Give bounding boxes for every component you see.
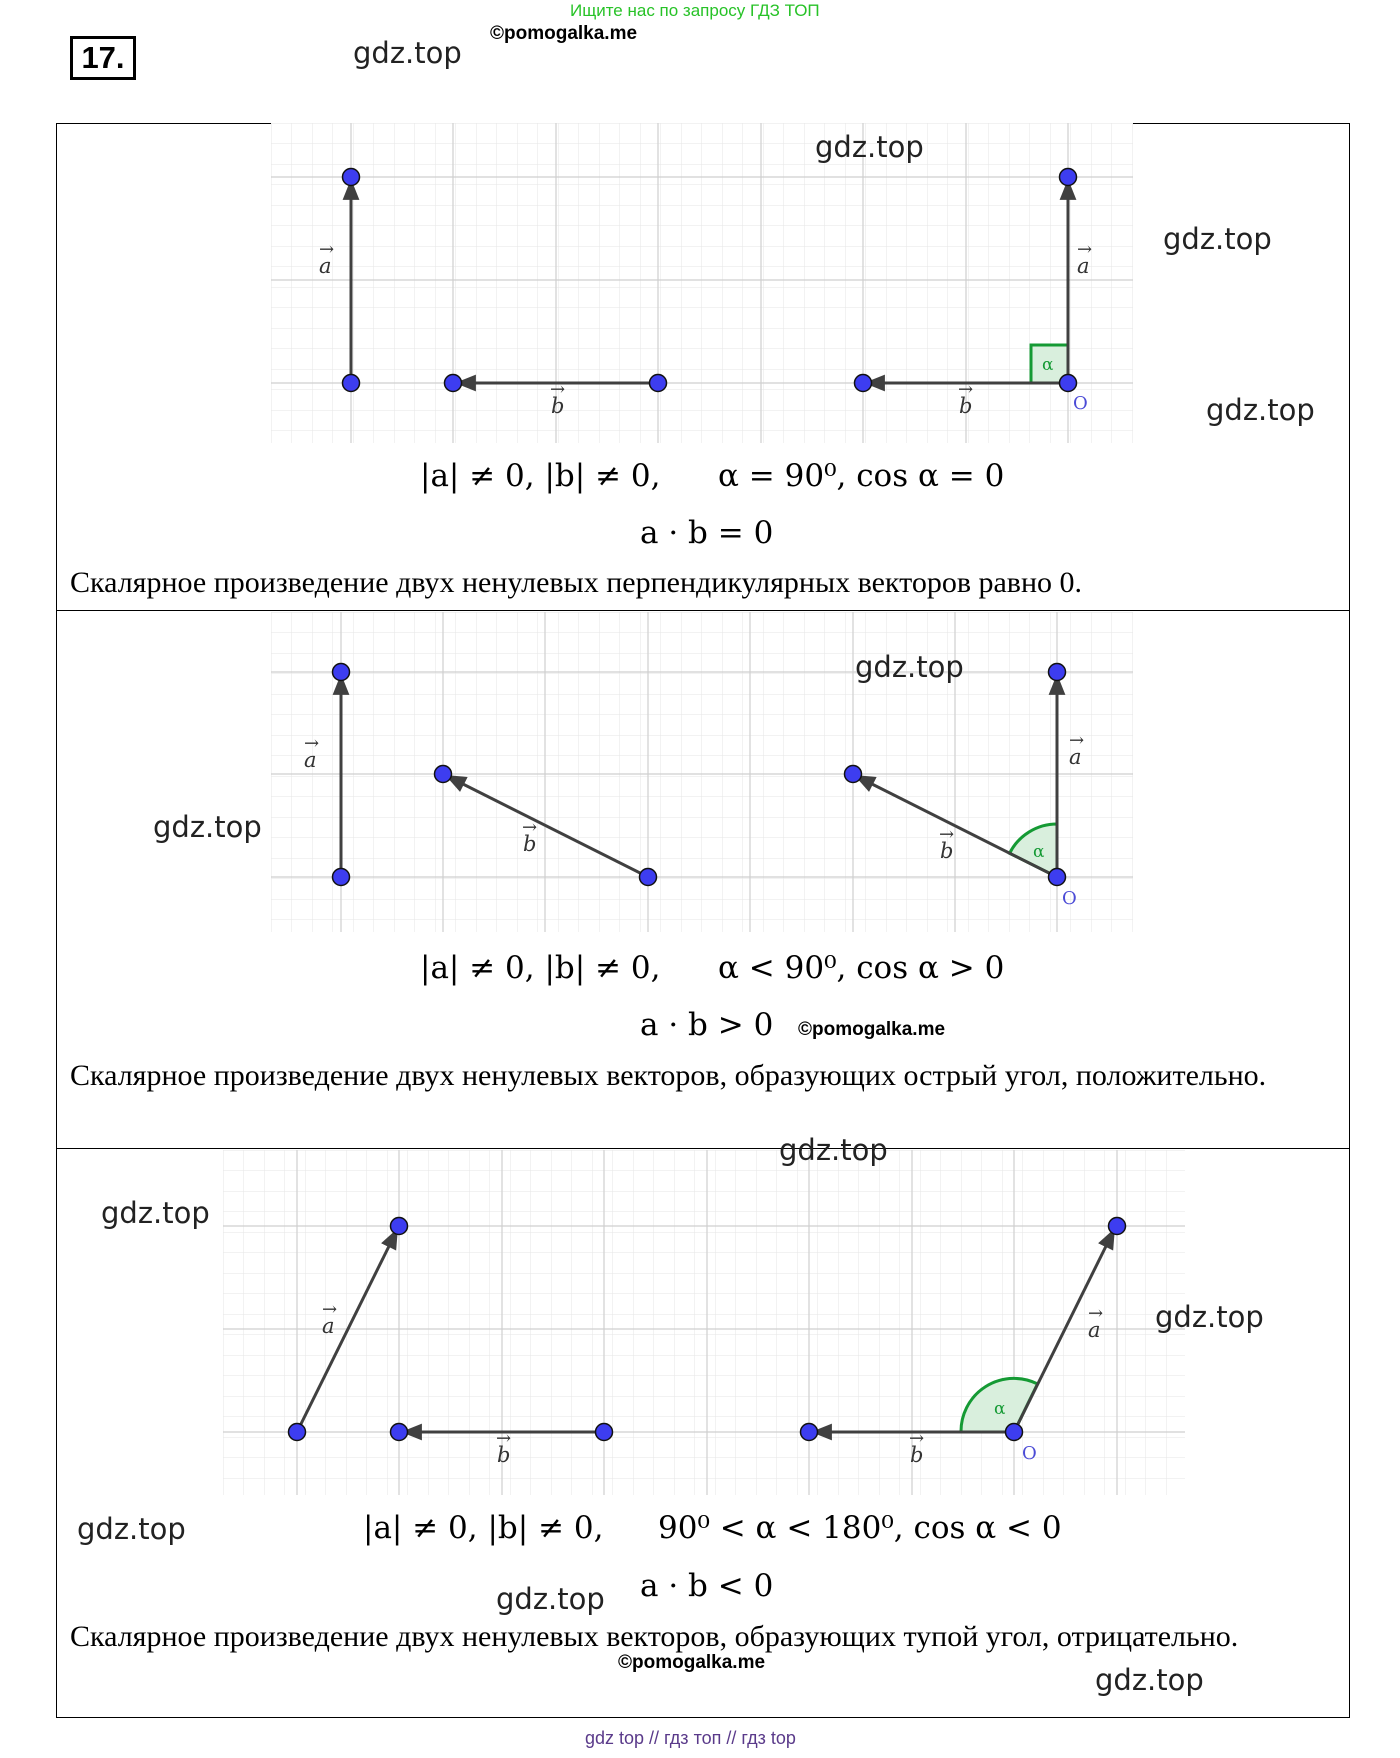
figure-acute [271, 612, 1133, 932]
section-text: Скалярное произведение двух ненулевых векторов, образующих тупой угол, отрицательно. [70, 1620, 1239, 1653]
search-hint[interactable]: Ищите нас по запросу ГДЗ ТОП [570, 1, 820, 20]
dot-product-result: a · b = 0 [640, 515, 774, 551]
watermark: gdz.top [855, 650, 964, 684]
svg-text:→: → [522, 817, 538, 838]
footer-links[interactable]: gdz top // гдз топ // гдз top [585, 1728, 796, 1748]
svg-text:→: → [909, 1428, 925, 1449]
watermark: gdz.top [815, 130, 924, 164]
copyright-bottom: ©pomogalka.me [618, 1652, 766, 1673]
alpha-label: α [1042, 355, 1054, 375]
watermark: gdz.top [101, 1196, 210, 1230]
label-b: b [551, 394, 565, 418]
alpha-label: α [1033, 842, 1045, 862]
task-number: 17. [70, 36, 136, 80]
point [343, 169, 360, 186]
copyright-mid: ©pomogalka.me [798, 1019, 946, 1040]
svg-text:→: → [319, 239, 335, 260]
point [1006, 1424, 1023, 1441]
point [343, 375, 360, 392]
origin-label: O [1022, 1443, 1037, 1464]
section-text: Скалярное произведение двух ненулевых векторов, образующих острый угол, положительно. [70, 1059, 1267, 1092]
figure-obtuse [223, 1150, 1185, 1495]
watermark: gdz.top [1155, 1300, 1264, 1334]
point [1060, 375, 1077, 392]
origin-label: O [1062, 888, 1077, 909]
dot-product-result: a · b < 0 [640, 1568, 774, 1604]
point [596, 1424, 613, 1441]
watermark: gdz.top [353, 36, 462, 70]
point [801, 1424, 818, 1441]
section-divider-1 [56, 610, 1350, 611]
label-b: b [940, 839, 954, 863]
origin-label: O [1073, 393, 1088, 414]
watermark: gdz.top [779, 1133, 888, 1167]
point [640, 869, 657, 886]
svg-text:→: → [939, 824, 955, 845]
point [333, 664, 350, 681]
dot-product-result: a · b > 0 [640, 1007, 774, 1043]
point [435, 766, 452, 783]
label-a: a [1077, 254, 1090, 278]
point [333, 869, 350, 886]
label-a: a [1069, 745, 1082, 769]
svg-text:→: → [496, 1428, 512, 1449]
condition-right: α = 90⁰, cos α = 0 [718, 458, 1005, 494]
svg-text:→: → [1088, 1303, 1104, 1324]
point [650, 375, 667, 392]
condition-right: 90⁰ < α < 180⁰, cos α < 0 [658, 1510, 1062, 1546]
label-a: a [322, 1314, 335, 1338]
point [1049, 869, 1066, 886]
point [391, 1424, 408, 1441]
point [445, 375, 462, 392]
svg-text:→: → [304, 733, 320, 754]
label-a: a [1088, 1318, 1101, 1342]
label-b: b [523, 832, 537, 856]
svg-text:→: → [958, 379, 974, 400]
label-b: b [959, 394, 973, 418]
watermark: gdz.top [77, 1512, 186, 1546]
point [289, 1424, 306, 1441]
label-b: b [910, 1443, 924, 1467]
figure-perpendicular [271, 123, 1133, 443]
label-b: b [497, 1443, 511, 1467]
point [1109, 1218, 1126, 1235]
condition-left: |a| ≠ 0, |b| ≠ 0, [363, 1510, 604, 1546]
label-a: a [304, 748, 317, 772]
condition-left: |a| ≠ 0, |b| ≠ 0, [420, 458, 661, 494]
point [1049, 664, 1066, 681]
point [845, 766, 862, 783]
point [1060, 169, 1077, 186]
copyright-top: ©pomogalka.me [490, 23, 638, 44]
watermark: gdz.top [1163, 222, 1272, 256]
watermark: gdz.top [1206, 393, 1315, 427]
point [855, 375, 872, 392]
svg-text:→: → [322, 1299, 338, 1320]
alpha-label: α [994, 1399, 1006, 1419]
watermark: gdz.top [1095, 1663, 1204, 1697]
label-a: a [319, 254, 332, 278]
section-divider-2 [56, 1148, 1350, 1149]
svg-text:→: → [1077, 239, 1093, 260]
section-text: Скалярное произведение двух ненулевых перпендикулярных векторов равно 0. [70, 566, 1083, 599]
point [391, 1218, 408, 1235]
condition-right: α < 90⁰, cos α > 0 [718, 950, 1005, 986]
watermark: gdz.top [496, 1582, 605, 1616]
watermark: gdz.top [153, 810, 262, 844]
svg-text:→: → [1069, 730, 1085, 751]
svg-text:→: → [550, 379, 566, 400]
condition-left: |a| ≠ 0, |b| ≠ 0, [420, 950, 661, 986]
